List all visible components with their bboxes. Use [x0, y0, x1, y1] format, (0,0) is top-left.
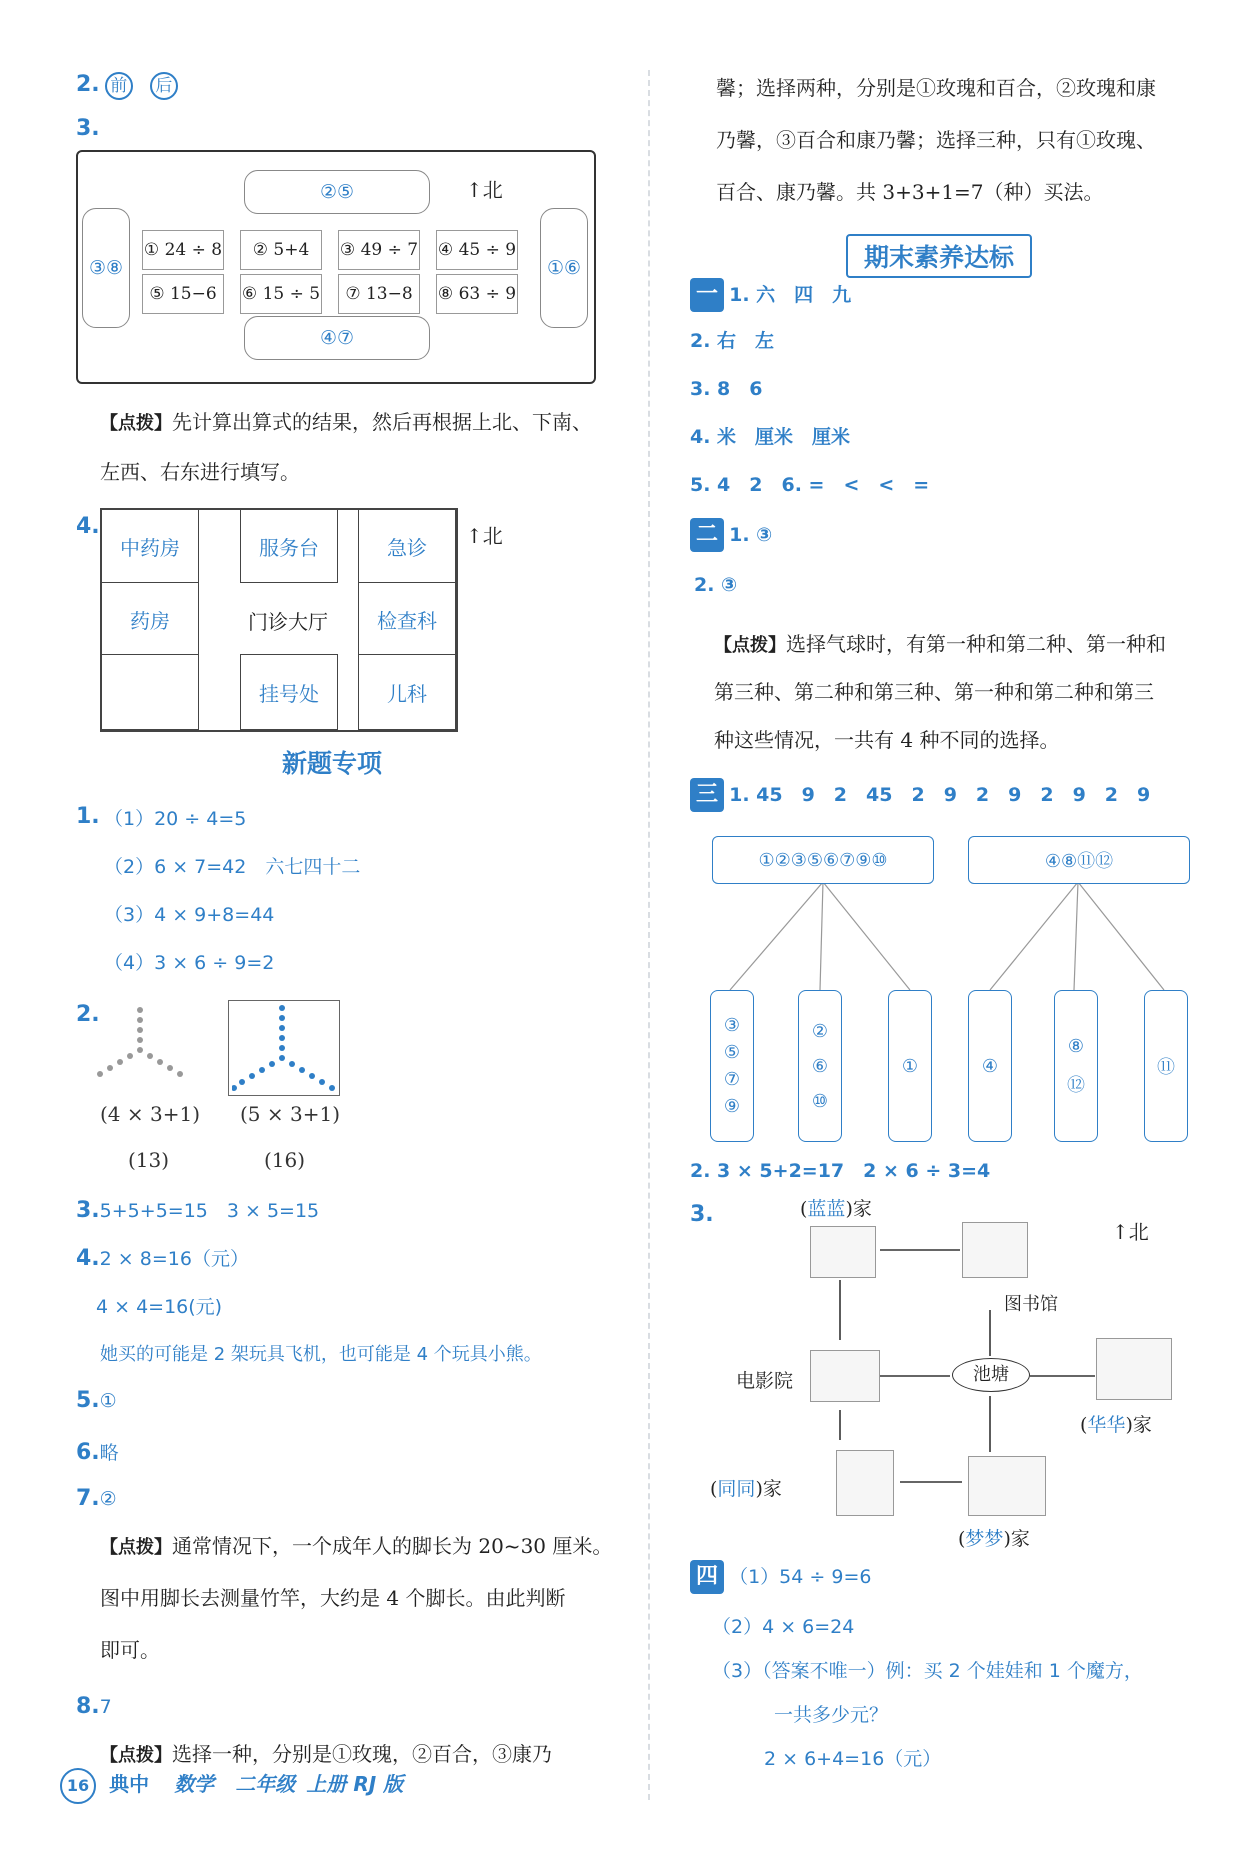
answer-line: 4. 米 厘米 厘米	[690, 426, 851, 448]
question-number: 4.	[76, 1246, 100, 1271]
name-tongtong: 同同	[717, 1478, 756, 1500]
continued-text: 馨；选择两种，分别是①玫瑰和百合，②玫瑰和康	[716, 76, 1156, 100]
room-label: 检查科	[358, 582, 456, 656]
mengmeng-home-label: (梦梦)家	[958, 1528, 1030, 1550]
new-q4	[76, 1244, 249, 1271]
house-icon	[968, 1456, 1046, 1516]
section-4	[690, 1560, 871, 1594]
answer-line: ①	[99, 1390, 117, 1412]
answer-left: ③⑧	[82, 208, 130, 328]
desk-cell: ④ 45 ÷ 9	[436, 230, 518, 270]
leaf-item: ②	[811, 1020, 829, 1042]
question-number: 6.	[76, 1440, 100, 1465]
dot-pattern-small	[96, 1004, 196, 1084]
leaf-item: ⑪	[1157, 1057, 1175, 1078]
answer-line: 2. 3 × 5+2=17 2 × 6 ÷ 3=4	[690, 1160, 991, 1182]
left-q2	[76, 72, 190, 100]
tip-text: 图中用脚长去测量竹竿，大约是 4 个脚长。由此判断	[100, 1586, 566, 1610]
tip-label: 【点拨】	[100, 1745, 172, 1766]
answer-line: （3）（答案不唯一）例：买 2 个娃娃和 1 个魔方，	[712, 1660, 1143, 1682]
answer-line: 2 × 8=16（元）	[99, 1248, 249, 1270]
tip-label: 【点拨】	[100, 413, 172, 434]
answer-line: （3）4 × 9+8=44	[104, 904, 275, 926]
column-divider	[648, 70, 650, 1800]
desk-cell: ⑧ 63 ÷ 9	[436, 274, 518, 314]
section-title: 新题专项	[282, 749, 383, 778]
formula-label: (5 × 3+1)	[240, 1102, 341, 1126]
house-icon	[810, 1226, 876, 1278]
answer-line: （4）3 × 6 ÷ 9=2	[104, 952, 275, 974]
leaf-item: ⑧	[1067, 1035, 1085, 1057]
answer-line: 1. ③	[729, 524, 773, 546]
section-1	[690, 278, 851, 312]
desk-cell: ① 24 ÷ 8	[142, 230, 224, 270]
leaf-item: ④	[981, 1055, 999, 1077]
answer-line: ②	[99, 1488, 117, 1510]
tip-text: 左西、右东进行填写。	[100, 460, 300, 484]
leaf-item: ③	[723, 1015, 741, 1036]
section-badge: 二	[690, 518, 724, 552]
leaf-item: ⑥	[811, 1055, 829, 1077]
question-number: 3.	[76, 1198, 100, 1223]
answer-circle-back: 后	[150, 72, 178, 100]
tip-q3	[100, 408, 592, 438]
north-arrow-icon: ↑	[466, 524, 483, 548]
home-word: 家	[1010, 1528, 1030, 1550]
leaf-box	[798, 990, 842, 1142]
section-2	[690, 518, 772, 552]
home-word: 家	[1132, 1414, 1152, 1436]
north-label: 北	[482, 178, 503, 202]
north-label: 北	[1128, 1220, 1149, 1244]
new-q8	[76, 1694, 112, 1719]
section-badge: 四	[690, 1560, 724, 1594]
answer-line: 3. 8 6	[690, 378, 763, 400]
new-q7	[76, 1486, 117, 1511]
answer-line: 4 × 4=16(元)	[96, 1296, 223, 1318]
room-label: 药房	[101, 582, 199, 656]
answer-line: （1）54 ÷ 9=6	[729, 1566, 872, 1588]
footer-grade: 二年级	[235, 1772, 296, 1796]
new-q3	[76, 1196, 319, 1223]
desk-cell: ⑥ 15 ÷ 5	[240, 274, 322, 314]
answer-line: 5. 4 2 6. = < < =	[690, 474, 930, 496]
section-title: 期末素养达标	[846, 234, 1032, 278]
huahua-home-label: (华华)家	[1080, 1414, 1152, 1436]
brand-logo: 典中	[109, 1772, 150, 1796]
section-badge: 三	[690, 778, 724, 812]
room-label-hall: 门诊大厅	[248, 610, 328, 634]
tip-text: 第三种、第二种和第三种、第一种和第二种和第三	[714, 680, 1154, 704]
continued-text: 乃馨，③百合和康乃馨；选择三种，只有①玫瑰、	[716, 128, 1156, 152]
library-icon	[962, 1222, 1028, 1278]
tip-text: 选择气球时，有第一种和第二种、第一种和	[786, 632, 1166, 656]
leaf-box	[1054, 990, 1098, 1142]
building-icon	[836, 1450, 894, 1516]
new-q5	[76, 1388, 117, 1413]
room-label: 儿科	[358, 654, 456, 730]
home-word: 家	[762, 1478, 782, 1500]
hospital-map	[100, 508, 458, 732]
question-number: 3.	[690, 1202, 714, 1227]
answer-line: 2. 右 左	[690, 330, 775, 352]
cinema-icon	[810, 1350, 880, 1402]
tip-s2	[714, 630, 1166, 660]
leaf-item: ⑩	[811, 1090, 829, 1112]
result-label: (13)	[128, 1148, 170, 1172]
answer-line: 她买的可能是 2 架玩具飞机，也可能是 4 个玩具小熊。	[100, 1344, 542, 1365]
cinema-label: 电影院	[736, 1370, 794, 1392]
tip-text: 选择一种，分别是①玫瑰，②百合，③康乃	[172, 1742, 552, 1766]
room-label: 服务台	[240, 509, 338, 583]
home-word: 家	[852, 1198, 872, 1220]
tip-text: 种这些情况，一共有 4 种不同的选择。	[714, 728, 1060, 752]
name-lanlan: 蓝蓝	[807, 1198, 846, 1220]
lanlan-home-label: (蓝蓝)家	[800, 1198, 872, 1220]
tip-text: 通常情况下，一个成年人的脚长为 20~30 厘米。	[172, 1534, 613, 1558]
question-number: 2.	[76, 72, 100, 97]
classroom-diagram	[76, 150, 596, 384]
leaf-item: ⑤	[723, 1042, 741, 1063]
desk-cell: ③ 49 ÷ 7	[338, 230, 420, 270]
leaf-box	[968, 990, 1012, 1142]
section-badge: 一	[690, 278, 724, 312]
tip-label: 【点拨】	[100, 1537, 172, 1558]
tip-text: 先计算出算式的结果，然后再根据上北、下南、	[172, 410, 592, 434]
room-label: 急诊	[358, 509, 456, 583]
tip-q7	[100, 1532, 612, 1562]
tip-text: 即可。	[100, 1638, 160, 1662]
room-empty	[101, 654, 199, 730]
question-number: 3.	[76, 116, 100, 141]
leaf-item: ⑫	[1067, 1074, 1085, 1096]
continued-text: 百合、康乃馨。共 3+3+1=7（种）买法。	[716, 180, 1104, 204]
tip-label: 【点拨】	[714, 635, 786, 656]
question-number: 8.	[76, 1694, 100, 1719]
north-indicator	[466, 520, 503, 549]
question-number: 4.	[76, 514, 100, 539]
leaf-box	[888, 990, 932, 1142]
footer-book: 上册 RJ 版	[306, 1772, 404, 1796]
leaf-item: ①	[901, 1055, 919, 1077]
tongtong-home-label: (同同)家	[710, 1478, 782, 1500]
desk-cell: ⑦ 13−8	[338, 274, 420, 314]
answer-line: 1. 六 四 九	[729, 284, 852, 306]
answer-line: 7	[99, 1696, 112, 1718]
answer-right: ①⑥	[540, 208, 588, 328]
tip-q8	[100, 1740, 552, 1770]
room-label: 中药房	[101, 509, 199, 583]
north-label: 北	[482, 524, 503, 548]
answer-line: 略	[99, 1442, 119, 1464]
leaf-item: ⑦	[723, 1069, 741, 1090]
room-label: 挂号处	[240, 654, 338, 730]
answer-bottom: ④⑦	[244, 316, 430, 360]
new-q6	[76, 1438, 119, 1465]
answer-line: （1）20 ÷ 4=5	[104, 808, 247, 830]
leaf-box	[710, 990, 754, 1142]
question-number: 1.	[76, 804, 100, 829]
leaf-item: ⑨	[723, 1096, 741, 1117]
desk-cell: ② 5+4	[240, 230, 322, 270]
answer-line: 2 × 6+4=16（元）	[764, 1748, 942, 1770]
library-label: 图书馆	[1004, 1294, 1058, 1315]
house-icon	[1096, 1338, 1172, 1400]
dot-pattern-large	[232, 1000, 342, 1094]
section-3	[690, 778, 1150, 812]
question-number: 5.	[76, 1388, 100, 1413]
leaf-box	[1144, 990, 1188, 1142]
answer-line: （2）4 × 6=24	[712, 1616, 855, 1638]
north-arrow-icon: ↑	[466, 178, 483, 202]
pond-label: 池塘	[952, 1358, 1030, 1392]
question-number: 7.	[76, 1486, 100, 1511]
north-indicator	[466, 174, 503, 203]
answer-top: ②⑤	[244, 170, 430, 214]
answer-line: 2. ③	[694, 574, 738, 596]
north-indicator	[1112, 1216, 1149, 1245]
desk-cell: ⑤ 15−6	[142, 274, 224, 314]
result-label: (16)	[264, 1148, 306, 1172]
page-footer	[60, 1768, 403, 1804]
group-box-right: ④⑧⑪⑫	[968, 836, 1190, 884]
name-mengmeng: 梦梦	[965, 1528, 1004, 1550]
answer-line: 一共多少元？	[774, 1704, 889, 1726]
footer-subject: 数学	[174, 1772, 215, 1796]
answer-line: 5+5+5=15 3 × 5=15	[99, 1200, 320, 1222]
group-box-left: ①②③⑤⑥⑦⑨⑩	[712, 836, 934, 884]
answer-line: （2）6 × 7=42 六七四十二	[104, 856, 361, 878]
answer-line: 1. 45 9 2 45 2 9 2 9 2 9 2 9	[729, 784, 1151, 806]
north-arrow-icon: ↑	[1112, 1220, 1129, 1244]
question-number: 2.	[76, 1002, 100, 1027]
formula-label: (4 × 3+1)	[100, 1102, 201, 1126]
answer-circle-front: 前	[105, 72, 133, 100]
name-huahua: 华华	[1087, 1414, 1126, 1436]
page-number: 16	[60, 1768, 96, 1804]
